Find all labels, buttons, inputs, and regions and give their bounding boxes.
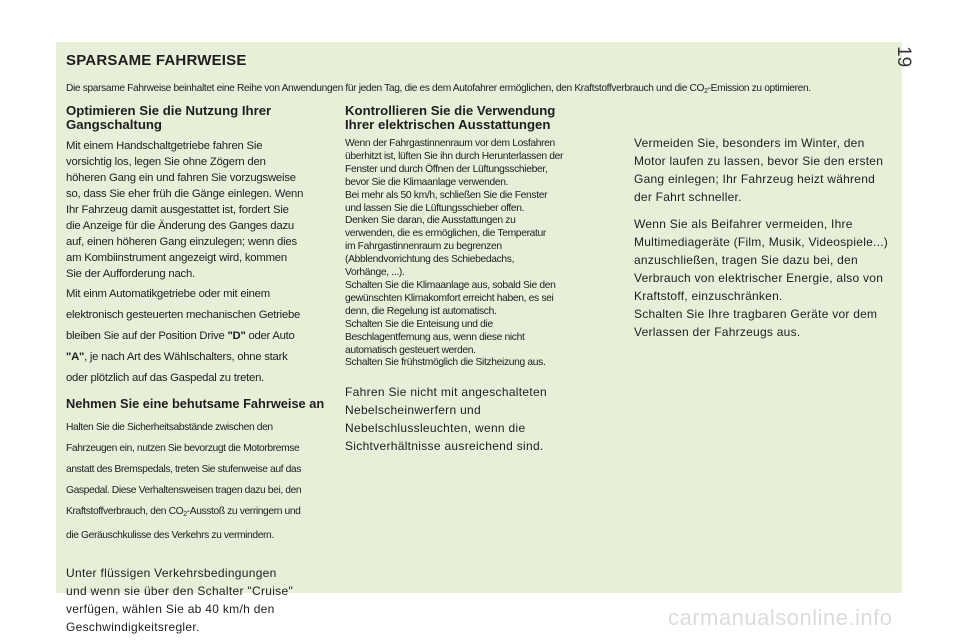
page-title: SPARSAME FAHRWEISE xyxy=(66,52,247,69)
intro-text: Die sparsame Fahrweise beinhaltet eine Reihe von Anwendungen für jeden Tag, die es dem Autofahrer ermöglichen, den Kraftstoffverbrauch und die $CO_2$-Emission zu optimieren. xyxy=(66,83,811,95)
cruise-control-text: Unter flüssigen Verkehrsbedingungen und wenn sie über den Schalter "Cruise" verfügen, wählen Sie ab 40 km/h den Geschwindigkeitsregler. xyxy=(66,566,294,634)
heading-gearshift: Optimieren Sie die Nutzung Ihrer Gangschaltung xyxy=(66,103,272,132)
heading-electrical-equipment: Kontrollieren Sie die Verwendung Ihrer elektrischen Ausstattungen xyxy=(345,103,556,132)
column-gearshift xyxy=(66,104,328,636)
fog-lights-text: Fahren Sie nicht mit angeschalteten Nebelscheinwerfern und Nebelschlussleuchten, wenn die Sichtverhältnisse ausreichend sind. xyxy=(345,385,547,454)
electrical-equipment-text: Wenn der Fahrgastinnenraum vor dem Losfahren überhitzt ist, lüften Sie ihn durch Herunterlassen der Fenster und durch Öffnen der Lüftungsschieber, bevor Sie die Klimaanlage verwenden. Bei mehr als 50 km/h, schließen Sie die Fenster und lassen Sie die Lüftungsschieber offen. Denken Sie daran, die Ausstattungen zu verwenden, die es ermöglichen, die Temperatur im Fahrgastinnenraum zu begrenzen (Abblendvorrichtung des Schiebedachs, Vorhänge, ...). Schalten Sie die Klimaanlage aus, sobald Sie den gewünschten Klimakomfort erreicht haben, es sei denn, die Regelung ist automatisch. Schalten Sie die Enteisung und die Beschlagentfernung aus, wenn diese nicht automatisch gesteuert werden. Schalten Sie frühstmöglich die Sitzheizung aus. xyxy=(345,138,564,369)
heading-gentle-driving: Nehmen Sie eine behutsame Fahrweise an xyxy=(66,396,325,411)
page-number: 19 xyxy=(893,46,914,68)
winter-idle-paragraph: Motor laufen zu lassen, bevor Sie den ersten Gang einlegen; Ihr Fahrzeug heizt während der Fahrt schneller. xyxy=(634,154,884,204)
automatic-gearbox-text: Mit einm Automatikgetriebe oder mit einem elektronisch gesteuerten mechanischen Getriebe bleiben Sie auf der Position Drive "D" oder Auto "A", je nach Art des Wählschalters, ohne stark oder plötzlich auf das Gaspedal zu treten. xyxy=(66,288,301,384)
column-tips-body xyxy=(634,134,896,341)
multimedia-paragraph: Wenn Sie als Beifahrer vermeiden, Ihre Multimediageräte (Film, Musik, Videospiele...) anzuschließen, tragen Sie dazu bei, den Verbrauch von elektrischer Energie, also von Kraftstoff, einzuschränken. xyxy=(634,217,889,303)
portable-devices-paragraph: Schalten Sie Ihre tragbaren Geräte vor dem Verlassen der Fahrzeugs aus. xyxy=(634,307,878,339)
manual-gearbox-text: Mit einem Handschaltgetriebe fahren Sie vorsichtig los, legen Sie ohne Zögern den höheren Gang ein und fahren Sie vorzugsweise so, dass Sie eher früh die Gänge einlegen. Wenn Ihr Fahrzeug damit ausgestattet ist, fordert Sie die Anzeige für die Änderung des Ganges dazu auf, einen höheren Gang einzulegen; wenn dies am Kombiinstrument angezeigt wird, kommen Sie der Aufforderung nach. xyxy=(66,140,304,280)
watermark: carmanualsonline.info xyxy=(668,605,893,630)
column-electrical-equipment xyxy=(345,104,609,455)
gentle-driving-text: Halten Sie die Sicherheitsabstände zwischen den Fahrzeugen ein, nutzen Sie bevorzugt die Motorbremse anstatt des Bremspedals, treten Sie stufenweise auf das Gaspedal. Diese Verhaltensweisen tragen dazu bei, den Kraftstoffverbrauch, den $CO_2$-Ausstoß zu verringern und die Geräuschkulisse des Verkehrs zu vermindern. xyxy=(66,422,302,541)
idle-engine-text: Vermeiden Sie, besonders im Winter, den xyxy=(634,136,865,150)
